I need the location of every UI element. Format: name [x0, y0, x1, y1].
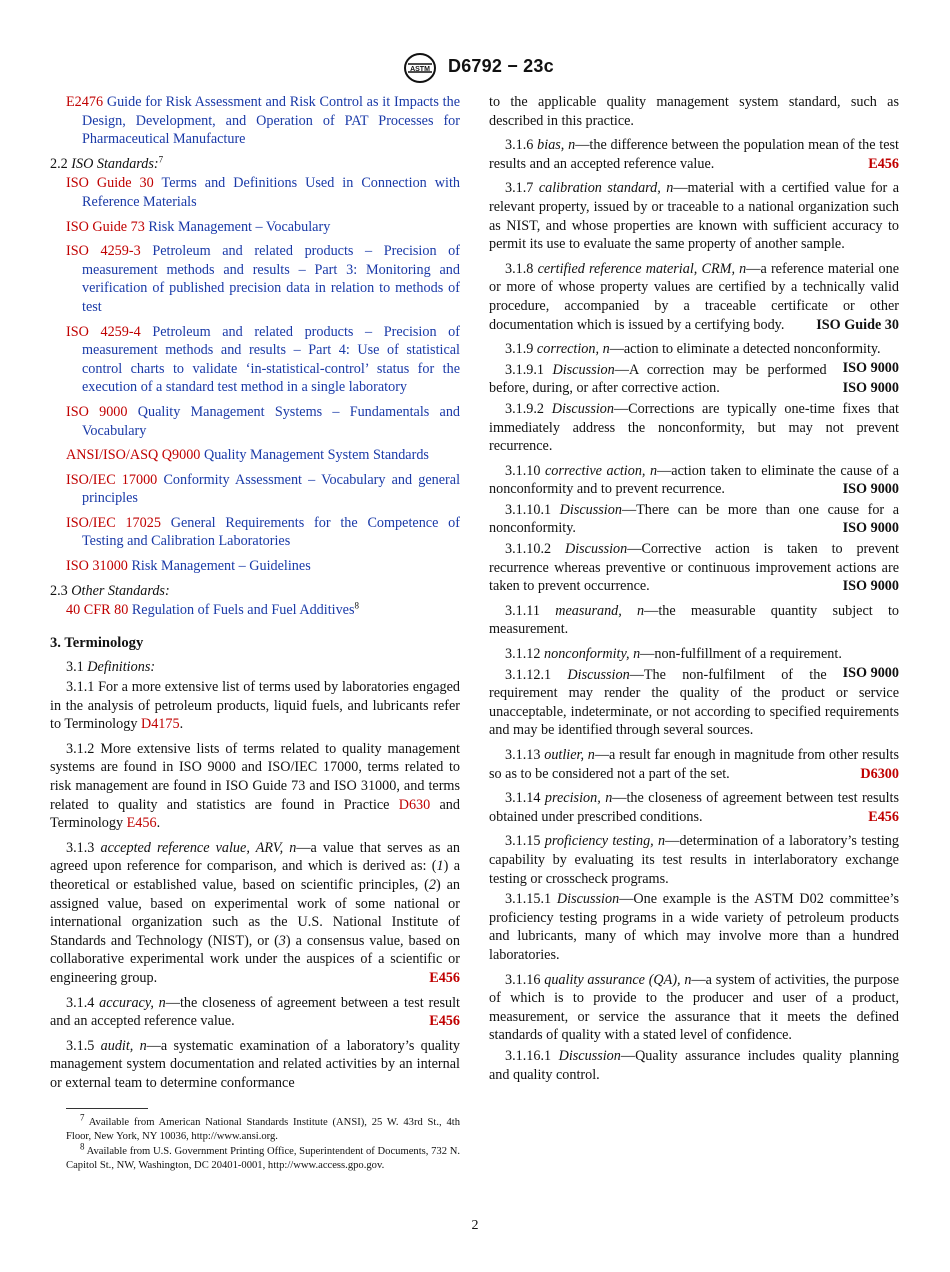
para-3-1-12-1: 3.1.12.1 Discussion—The non-fulfilment of the requirement may render the quality of the product or service unacceptable, indeterminate, or not according to specified requirements and may be identified through several sources.: [489, 666, 899, 739]
link-d630[interactable]: D630: [398, 796, 431, 813]
reference-code-link[interactable]: ISO Guide 73: [66, 218, 145, 235]
reference-title[interactable]: Terms and Definitions Used in Connection with Reference Materials: [82, 175, 460, 210]
reference-code-link[interactable]: ISO/IEC 17025: [66, 514, 161, 531]
para-3-1-9-1: 3.1.9.1 Discussion—A correction may be performed before, during, or after corrective action. ISO 9000: [489, 361, 899, 397]
para-3-1-14: 3.1.14 precision, n—the closeness of agreement between test results obtained under prescribed conditions. E456: [489, 790, 900, 825]
reference-code-link[interactable]: ISO 4259-3: [66, 243, 141, 260]
para-continuation: to the applicable quality management system standard, such as described in this practice.: [489, 94, 899, 129]
other-standards-heading: 2.3 Other Standards:: [50, 582, 170, 599]
astm-logo-icon: [403, 52, 437, 84]
tag-iso-9000: ISO 9000: [842, 380, 899, 397]
reference-item: [66, 446, 460, 465]
reference-item: [66, 93, 460, 149]
page-number: 2: [471, 1218, 479, 1233]
tag-e456[interactable]: E456: [429, 1013, 460, 1030]
definitions-heading: 3.1 Definitions:: [66, 659, 156, 676]
reference-item: [66, 174, 460, 211]
para-3-1-16-1: 3.1.16.1 Discussion—Quality assurance includes quality planning and quality control.: [489, 1047, 899, 1083]
tag-iso-9000: ISO 9000: [842, 359, 899, 376]
para-3-1-15: 3.1.15 proficiency testing, n—determination of a laboratory’s testing capability by evaluating its test results in interlaboratory exchange testing or crosscheck programs.: [489, 833, 899, 887]
para-3-1-16: 3.1.16 quality assurance (QA), n—a system of activities, the purpose of which is to provide to the producer and user of a product, measurement, or service the assurance that it meets the defined standards of quality with a stated level of confidence.: [489, 971, 899, 1044]
para-3-1-15-1: 3.1.15.1 Discussion—One example is the ASTM D02 committee’s proficiency testing programs in a wide variety of petroleum products and lubricants, many of which may involve more than a hundred laboratories.: [489, 891, 900, 963]
link-d4175[interactable]: D4175: [140, 716, 180, 733]
para-3-1-11: 3.1.11 measurand, n—the measurable quantity subject to measurement.: [489, 602, 899, 638]
tag-e456[interactable]: E456: [868, 808, 899, 825]
footnote-8: $^8$ Available from U.S. Government Printing Office, Superintendent of Documents, 732 N. Capitol St., NW, Washington, DC 20401-0001, http://www.access.gpo.gov.: [66, 1141, 460, 1171]
reference-item: [66, 403, 460, 440]
footnotes: [66, 1112, 460, 1174]
reference-code-link[interactable]: E2476: [66, 94, 104, 110]
tag-iso-guide-30: ISO Guide 30: [816, 316, 899, 333]
para-3-1-12: 3.1.12 nonconformity, n—non-fulfillment of a requirement. ISO 9000: [505, 646, 899, 681]
tag-iso-9000: ISO 9000: [842, 664, 899, 681]
reference-item: [66, 323, 460, 397]
para-3-1-10-1: 3.1.10.1 Discussion—There can be more than one cause for a nonconformity. ISO 9000: [489, 501, 899, 537]
reference-code-link[interactable]: 40 CFR 80: [66, 602, 129, 619]
reference-code-link[interactable]: ISO 9000: [66, 403, 128, 420]
section-title-terminology: 3. Terminology: [50, 634, 144, 651]
para-3-1-13: 3.1.13 outlier, n—a result far enough in magnitude from other results so as to be considered not a part of the set. D6300: [489, 747, 899, 782]
reference-code-link[interactable]: ISO Guide 30: [66, 175, 154, 192]
reference-code-link[interactable]: ISO 31000: [66, 558, 128, 575]
right-column: [489, 93, 899, 1090]
reference-title[interactable]: Petroleum and related products – Precision of measurement methods and results – Part 3: Monitoring and verification of published precision data in relation to methods of test: [82, 243, 461, 315]
reference-title[interactable]: Conformity Assessment – Vocabulary and general principles: [82, 471, 461, 507]
para-3-1-4: 3.1.4 accuracy, n—the closeness of agreement between a test result and an accepted reference value. E456: [50, 994, 460, 1030]
para-3-1-3: 3.1.3 accepted reference value, ARV, n—a value that serves as an agreed upon reference for comparison, and which is derived as: (1) a theoretical or established value, based on scientific principles, (2) an assigned value, based on experimental work of some national or international organization such as the U.S. National Institute of Standards and Technology (NIST), or (3) a consensus value, based on collaborative experimental work under the auspices of a scientific or engineering group. E456: [50, 839, 460, 986]
reference-item: [66, 242, 460, 316]
tag-d6300[interactable]: D6300: [860, 765, 899, 782]
reference-code-link[interactable]: ANSI/ISO/ASQ Q9000: [66, 447, 201, 464]
footnote-7: $^7$ Available from American National Standards Institute (ANSI), 25 W. 43rd St., 4th Floor, New York, NY 10036, http://www.ansi.org.: [66, 1112, 460, 1142]
para-3-1-9: 3.1.9 correction, n—action to eliminate a detected nonconformity. ISO 9000: [505, 341, 899, 376]
reference-title[interactable]: General Requirements for the Competence of Testing and Calibration Laboratories: [82, 514, 460, 550]
tag-iso-9000: ISO 9000: [842, 481, 899, 498]
para-3-1-2: 3.1.2 More extensive lists of terms related to quality management systems are found in ISO 9000 and ISO/IEC 17000, terms related to risk management are found in ISO Guide 73 and ISO 31000, and terms related to quality and statistics are found in Practice D630 and Terminology E456.: [50, 740, 460, 832]
para-3-1-7: 3.1.7 calibration standard, n—material with a certified value for a relevant property, issued by or traceable to a national organization such as NIST, and whose properties are known with sufficient accuracy to permit its use to evaluate the same property of another sample.: [489, 180, 900, 253]
para-3-1-10-2: 3.1.10.2 Discussion—Corrective action is taken to prevent recurrence whereas preventive or continuous improvement actions are taken to prevent occurrence. ISO 9000: [489, 541, 899, 595]
tag-e456[interactable]: E456: [868, 155, 899, 172]
reference-item: [66, 471, 460, 508]
reference-title[interactable]: Petroleum and related products – Precision of measurement methods and results – Part 4: Use of statistical control charts to validate ‘in-statistical-control’ status for the execution of a standard test method in a single laboratory: [82, 323, 461, 396]
reference-item: [66, 601, 460, 620]
reference-title[interactable]: Quality Management System Standards: [203, 447, 429, 464]
reference-code-link[interactable]: ISO 4259-4: [66, 323, 141, 340]
tag-iso-9000: ISO 9000: [842, 520, 899, 537]
left-column: [50, 93, 461, 1099]
reference-item: [66, 514, 460, 551]
reference-title[interactable]: Quality Management Systems – Fundamentals and Vocabulary: [82, 403, 461, 439]
para-3-1-1: 3.1.1 For a more extensive list of terms used by laboratories engaged in the analysis of petroleum products, liquid fuels, and lubricants refer to Terminology D4175.: [50, 679, 460, 733]
reference-item: [66, 557, 460, 576]
page-header: [0, 52, 950, 88]
tag-e456[interactable]: E456: [429, 969, 460, 986]
footnote-divider: [66, 1108, 148, 1109]
para-3-1-9-2: 3.1.9.2 Discussion—Corrections are typically one-time fixes that immediately address the nonconformity, but may not prevent recurrence.: [489, 400, 900, 455]
para-3-1-5: 3.1.5 audit, n—a systematic examination of a laboratory’s quality management system documentation and related activities by an internal or external team to determine conformance: [50, 1037, 460, 1091]
para-3-1-10: 3.1.10 corrective action, n—action taken to eliminate the cause of a nonconformity and to prevent recurrence. ISO 9000: [489, 462, 900, 498]
footnote-mark: 8: [354, 600, 359, 611]
reference-title[interactable]: Guide for Risk Assessment and Risk Control as it Impacts the Design, Development, and Operation of PAT Processes for Pharmaceutical Manufacture: [82, 94, 461, 148]
reference-item: [66, 218, 460, 237]
reference-title[interactable]: Risk Management – Vocabulary: [148, 218, 331, 235]
reference-code-link[interactable]: ISO/IEC 17000: [66, 471, 158, 488]
reference-title[interactable]: Regulation of Fuels and Fuel Additives: [131, 602, 355, 619]
iso-standards-heading: 2.2 ISO Standards:$^7$: [50, 154, 164, 172]
para-3-1-8: 3.1.8 certified reference material, CRM, n—a reference material one or more of whose property values are certified by a technically valid procedure, accompanied by a traceable certificate or other documentation which is issued by a certifying body. ISO Guide 30: [489, 260, 900, 333]
reference-title[interactable]: Risk Management – Guidelines: [131, 558, 311, 575]
tag-iso-9000: ISO 9000: [842, 578, 899, 595]
para-3-1-6: 3.1.6 bias, n—the difference between the population mean of the test results and an accepted reference value. E456: [489, 137, 899, 172]
document-id: D6792 − 23c: [448, 56, 554, 76]
svg-text:ASTM: ASTM: [410, 66, 430, 73]
link-e456[interactable]: E456: [126, 815, 157, 832]
